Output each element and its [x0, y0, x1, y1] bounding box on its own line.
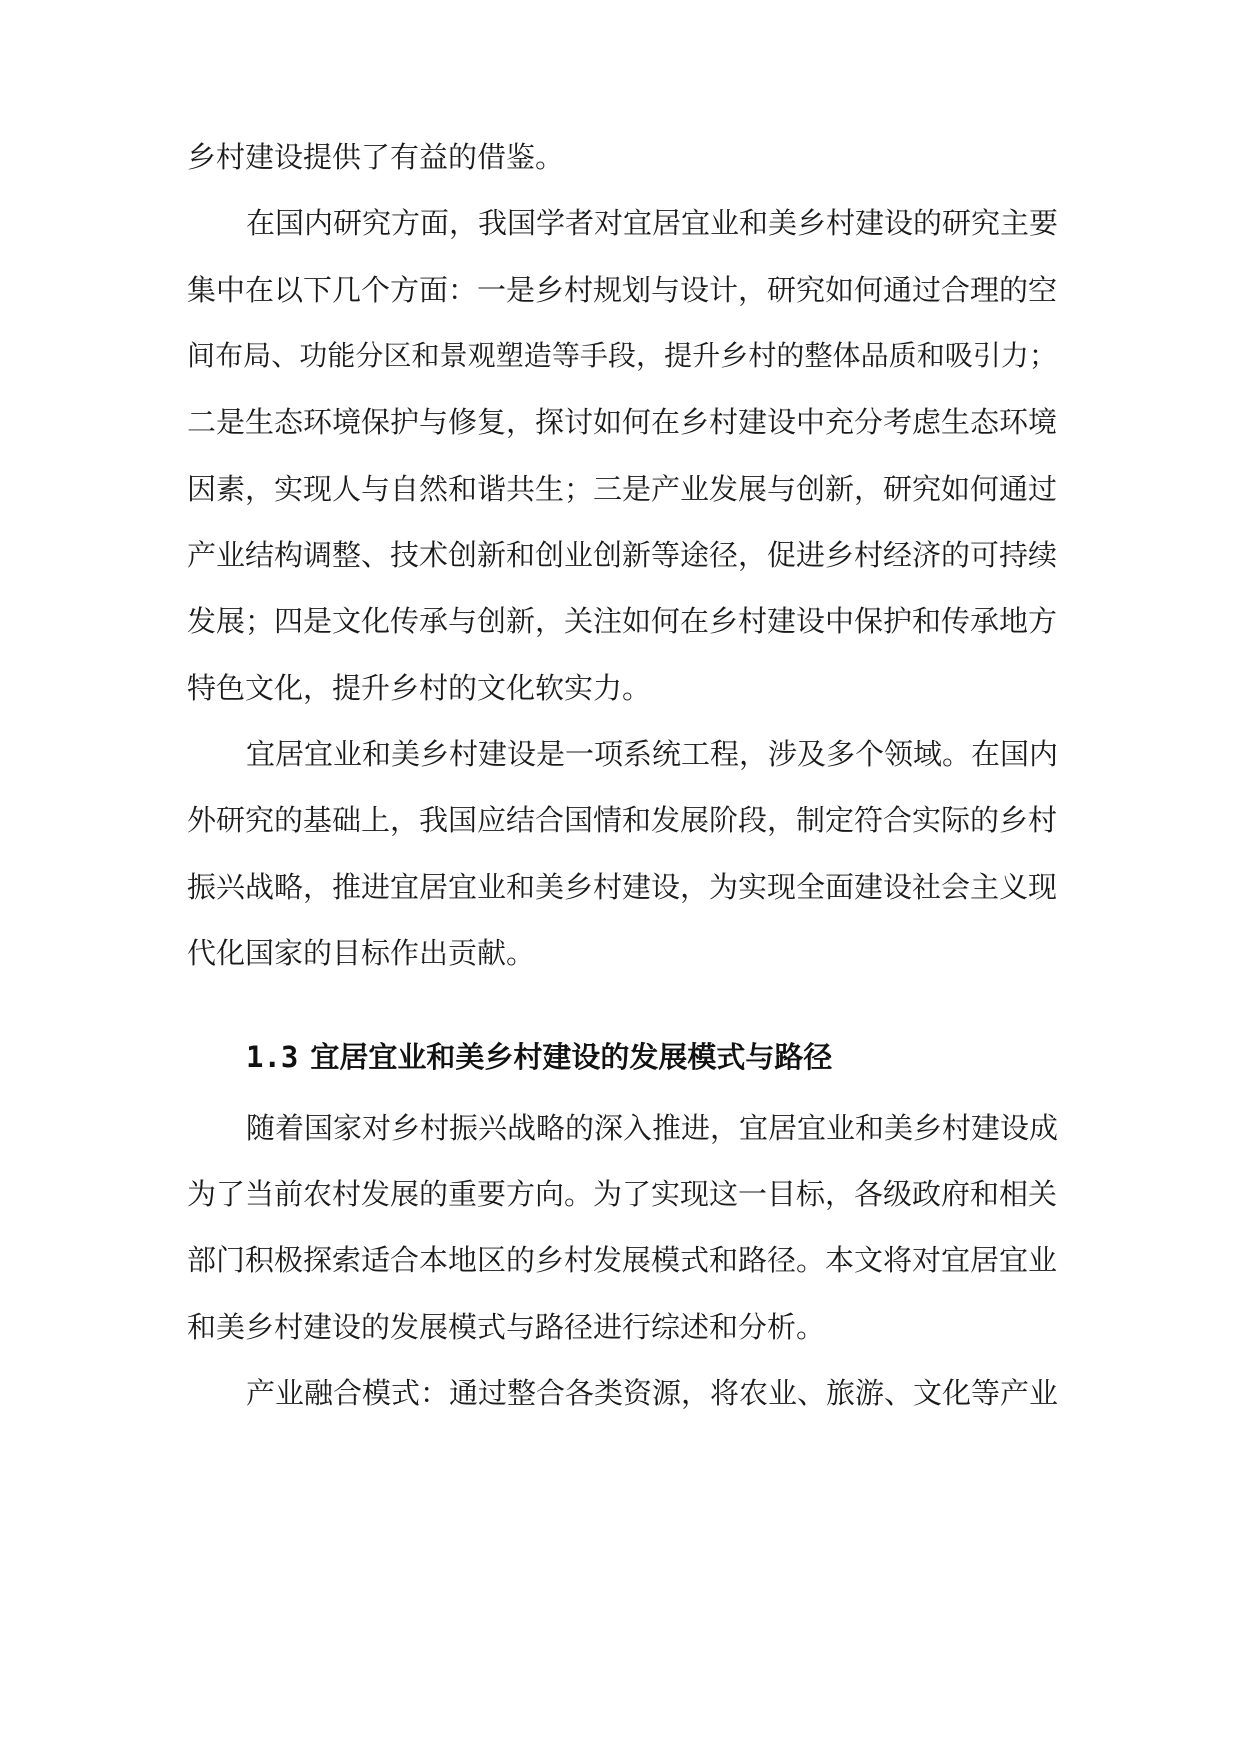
- text-line: 乡村建设提供了有益的借鉴。: [187, 140, 565, 174]
- text-line: 二是生态环境保护与修复，探讨如何在乡村建设中充分考虑生态环境: [187, 405, 1058, 439]
- text-line: 代化国家的目标作出贡献。: [187, 936, 536, 970]
- text-line: 间布局、功能分区和景观塑造等手段，提升乡村的整体品质和吸引力；: [187, 339, 1057, 372]
- text-line: 部门积极探索适合本地区的乡村发展模式和路径。本文将对宜居宜业: [187, 1243, 1058, 1277]
- section-number: 1.3: [246, 1040, 299, 1074]
- text-line: 产业融合模式：通过整合各类资源，将农业、旅游、文化等产业: [246, 1376, 1059, 1410]
- text-line: 集中在以下几个方面：一是乡村规划与设计，研究如何通过合理的空: [187, 273, 1058, 307]
- text-line: 宜居宜业和美乡村建设是一项系统工程，涉及多个领域。在国内: [246, 737, 1059, 771]
- section-title: 宜居宜业和美乡村建设的发展模式与路径: [310, 1040, 833, 1074]
- text-line: 发展；四是文化传承与创新，关注如何在乡村建设中保护和传承地方: [187, 604, 1058, 638]
- text-line: 因素，实现人与自然和谐共生；三是产业发展与创新，研究如何通过: [187, 472, 1058, 506]
- text-line: 随着国家对乡村振兴战略的深入推进，宜居宜业和美乡村建设成: [246, 1111, 1059, 1145]
- text-line: 在国内研究方面，我国学者对宜居宜业和美乡村建设的研究主要: [246, 206, 1059, 240]
- text-line: 特色文化，提升乡村的文化软实力。: [187, 671, 652, 705]
- text-line: 产业结构调整、技术创新和创业创新等途径，促进乡村经济的可持续: [187, 538, 1058, 572]
- text-line: 振兴战略，推进宜居宜业和美乡村建设，为实现全面建设社会主义现: [187, 870, 1058, 904]
- text-line: 为了当前农村发展的重要方向。为了实现这一目标，各级政府和相关: [187, 1177, 1058, 1211]
- text-line: 外研究的基础上，我国应结合国情和发展阶段，制定符合实际的乡村: [187, 803, 1058, 837]
- text-line: 和美乡村建设的发展模式与路径进行综述和分析。: [187, 1310, 826, 1344]
- section-heading: [246, 1037, 832, 1077]
